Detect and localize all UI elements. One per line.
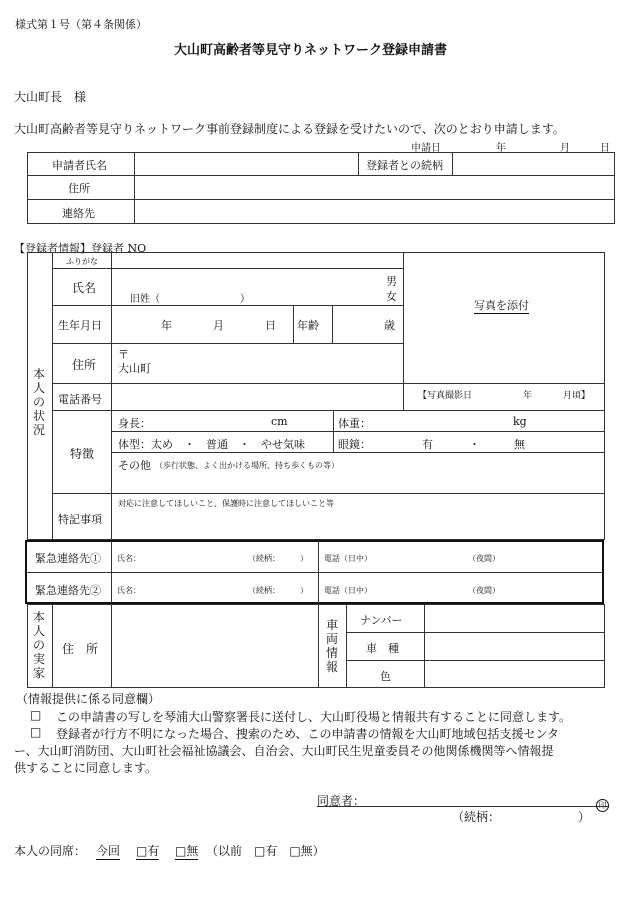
applicant-relation-field[interactable] — [458, 155, 612, 173]
seal-stamp-icon: 印 — [596, 793, 609, 812]
consent-1-text: この申請書の写しを琴浦大山警察署長に送付し、大山町役場と情報共有することに同意します。 — [56, 710, 572, 724]
applicant-address-field[interactable] — [140, 178, 612, 197]
phone-field[interactable] — [116, 386, 400, 407]
consent-2-text-line3: 供することに同意します。 — [14, 761, 158, 775]
vehicle-plate-field[interactable] — [428, 607, 602, 629]
glasses-no[interactable]: 無 — [514, 438, 525, 451]
emergency-2-name[interactable]: 氏名： — [117, 586, 141, 595]
furigana-label: ふりがな — [66, 257, 98, 266]
vehicle-model-field[interactable] — [428, 635, 602, 657]
height-unit: cm — [271, 415, 288, 428]
registrant-section-title: 【登録者情報】登録者 NO — [14, 242, 147, 255]
other-note: （歩行状態、よく出かける場所、持ち歩くもの等） — [155, 461, 339, 470]
applicant-contact-label: 連絡先 — [62, 207, 95, 220]
age-label: 年齢 — [297, 319, 319, 332]
applicant-relation-label: 登録者との続柄 — [366, 159, 443, 172]
notes-label: 特記事項 — [58, 513, 102, 526]
date-year: 年 — [496, 143, 506, 154]
photo-date-month: 月頃】 — [563, 391, 591, 401]
emergency-1-relation[interactable]: （続柄： ） — [248, 554, 308, 563]
presence-this-time: 今回 — [96, 844, 121, 858]
form-title: 大山町高齢者等見守りネットワーク登録申請書 — [174, 43, 448, 58]
status-vertical-label: 本人の状況 — [32, 367, 45, 437]
vehicle-vertical-label: 車両情報 — [325, 618, 338, 674]
height-label: 身長： — [118, 417, 151, 430]
glasses-dot: ・ — [469, 438, 480, 451]
date-month: 月 — [560, 143, 570, 154]
consent-2-checkbox[interactable]: □ — [30, 725, 42, 739]
vehicle-plate-label: ナンバー — [360, 614, 403, 627]
agree-relation[interactable]: （続柄： ） — [452, 810, 591, 824]
weight-unit: kg — [513, 415, 527, 428]
home-address-label: 住 所 — [62, 642, 99, 656]
applicant-address-label: 住所 — [68, 182, 90, 195]
other-label: その他 — [118, 459, 151, 472]
home-vertical-label: 本人の実家 — [32, 610, 45, 680]
emergency-1-name[interactable]: 氏名： — [117, 554, 141, 563]
dob-year: 年 — [161, 319, 172, 332]
sex-female[interactable]: 女 — [386, 290, 397, 303]
build-options[interactable]: 体型：太め ・ 普通 ・ やせ気味 — [118, 438, 305, 451]
weight-label: 体重： — [338, 417, 371, 430]
town-name: 大山町 — [118, 362, 151, 375]
vehicle-color-label: 色 — [380, 670, 391, 683]
photo-date-year: 年 — [523, 391, 533, 401]
consent-heading: （情報提供に係る同意欄） — [16, 692, 161, 706]
consent-1-checkbox[interactable]: □ — [30, 708, 42, 722]
home-address-field[interactable] — [116, 608, 314, 684]
applicant-name-label: 申請者氏名 — [52, 159, 107, 172]
emergency-1-label: 緊急連絡先① — [35, 552, 101, 565]
agree-signature-line — [317, 806, 609, 807]
photo-label: 写真を添付 — [474, 299, 529, 312]
glasses-label: 眼鏡： — [338, 438, 371, 451]
emergency-2-label: 緊急連絡先② — [35, 584, 101, 597]
dob-day: 日 — [265, 319, 276, 332]
emergency-2-relation[interactable]: （続柄： ） — [248, 586, 308, 595]
presence-label: 本人の同席： — [14, 844, 87, 858]
presence-previous[interactable]: （以前 □有 □無） — [206, 844, 325, 858]
consent-2-text-line2: ー、大山町消防団、大山町社会福祉協議会、自治会、大山町民生児童委員その他関係機関等へ情報提 — [14, 744, 554, 758]
agree-signature-field[interactable] — [377, 790, 587, 806]
form-number: 様式第１号（第４条関係） — [15, 18, 147, 31]
emergency-2-phone-day[interactable]: 電話（日中） — [324, 586, 372, 595]
addressee: 大山町長 様 — [14, 90, 87, 104]
features-label: 特徴 — [70, 447, 95, 461]
sex-male[interactable]: 男 — [386, 275, 397, 288]
presence-has-checkbox[interactable]: □有 — [136, 844, 160, 858]
vehicle-model-label: 車 種 — [366, 642, 399, 655]
emergency-2-phone-night[interactable]: （夜間） — [468, 586, 500, 595]
emergency-1-phone-night[interactable]: （夜間） — [468, 554, 500, 563]
name-label: 氏名 — [72, 281, 97, 295]
emergency-1-phone-day[interactable]: 電話（日中） — [324, 554, 372, 563]
postal-mark: 〒 — [118, 348, 129, 361]
dob-label: 生年月日 — [58, 319, 102, 332]
applicant-name-field[interactable] — [140, 155, 354, 173]
photo-area[interactable] — [406, 256, 602, 380]
phone-label: 電話番号 — [58, 393, 102, 406]
dob-month: 月 — [213, 319, 224, 332]
vehicle-color-field[interactable] — [428, 663, 602, 685]
date-day: 日 — [600, 143, 610, 154]
glasses-yes[interactable]: 有 — [422, 438, 433, 451]
applicant-contact-field[interactable] — [140, 202, 612, 222]
age-unit: 歳 — [384, 319, 395, 332]
address-label: 住所 — [72, 358, 97, 372]
notes-hint: 対応に注意してほしいこと、保護時に注意してほしいこと等 — [118, 499, 334, 508]
intro-text: 大山町高齢者等見守りネットワーク事前登録制度による登録を受けたいので、次のとおり申請します。 — [14, 122, 565, 136]
date-label: 申請日 — [411, 143, 441, 154]
presence-none-checkbox[interactable]: □無 — [175, 844, 199, 858]
agree-label: 同意者： — [317, 794, 366, 808]
maiden-name: 旧姓（ ） — [130, 294, 250, 305]
photo-date-label: 【写真撮影日 — [418, 391, 473, 401]
consent-2-text-line1: 登録者が行方不明になった場合、捜索のため、この申請書の情報を大山町地域包括支援センタ — [56, 727, 560, 741]
notes-field[interactable] — [116, 508, 602, 538]
